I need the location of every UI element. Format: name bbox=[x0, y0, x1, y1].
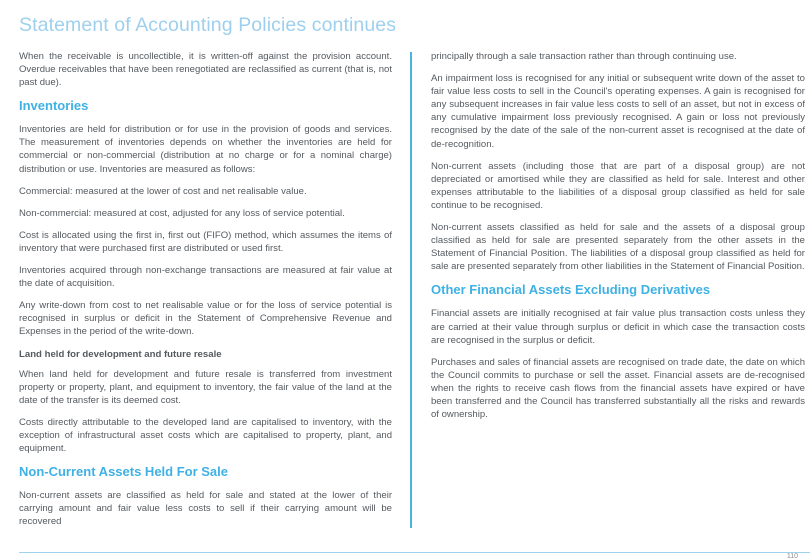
page-title: Statement of Accounting Policies continues bbox=[19, 14, 397, 36]
heading-other-financial-assets: Other Financial Assets Excluding Derivatives bbox=[431, 282, 711, 298]
paragraph-impairment-loss: An impairment loss is recognised for any initial or subsequent write down of the asset to fair value less costs to sell in the Council's operating expenses. A gain is recognised for any subsequent increases in fair value less costs to sell of an asset, but not in excess of any cumulative impairment loss previously recognised. A gain or loss not previously recognised by the date of the sale of the non-current asset is recognised at the date of de-recognition. bbox=[431, 73, 805, 150]
footer-rule bbox=[19, 552, 810, 553]
paragraph-inventories-commercial: Commercial: measured at the lower of cost and net realisable value. bbox=[19, 185, 307, 197]
paragraph-sale-transaction: principally through a sale transaction rather than through continuing use. bbox=[431, 51, 737, 62]
paragraph-inventories-fifo: Cost is allocated using the first in, first out (FIFO) method, which assumes the items of inventory that were purchased first are distributed or used first. bbox=[19, 229, 392, 254]
paragraph-financial-trade-date: Purchases and sales of financial assets are recognised on trade date, the date on which the Council commits to purchase or sell the asset. Financial assets are de-recognised when the rights to receive cash flows from the financial assets have expired or have been transferred and the Council has transferred substantially all the risks and rewards of ownership. bbox=[431, 356, 805, 421]
paragraph-receivable: When the receivable is uncollectible, it is written-off against the provision account. Overdue receivables that have been renegotiated are reclassified as current (that is, not past due). bbox=[19, 51, 392, 89]
right-column bbox=[431, 50, 805, 430]
paragraph-presented-separately: Non-current assets classified as held for sale and the assets of a disposal group classified as held for sale are presented separately from the other assets in the Statement of Financial Position. The liabilities of a disposal group classified as held for sale are presented separately from other liabilities in the Statement of Financial Position. bbox=[431, 222, 805, 273]
heading-inventories: Inventories bbox=[19, 98, 89, 114]
paragraph-land-costs: Costs directly attributable to the developed land are capitalised to inventory, with the exception of infrastructural asset costs which are capitalised to property, plant, and equipment. bbox=[19, 416, 392, 454]
paragraph-inventories-non-commercial: Non-commercial: measured at cost, adjusted for any loss of service potential. bbox=[19, 207, 345, 219]
paragraph-inventories-non-exchange: Inventories acquired through non-exchange transactions are measured at fair value at the date of acquisition. bbox=[19, 265, 392, 290]
page-number: 110 bbox=[786, 553, 798, 560]
paragraph-inventories-write-down: Any write-down from cost to net realisable value or for the loss of service potential is recognised in surplus or deficit in the Statement of Comprehensive Revenue and Expenses in the period of the write-down. bbox=[19, 300, 392, 338]
paragraph-inventories-intro: Inventories are held for distribution or for use in the provision of goods and services. The measurement of inventories depends on whether the inventories are held for commercial or non-commercial (distribution at no charge or for a nominal charge) distribution or use. Inventories are measured as follows: bbox=[19, 124, 392, 175]
heading-non-current-assets: Non-Current Assets Held For Sale bbox=[19, 464, 229, 480]
left-column bbox=[19, 50, 392, 537]
paragraph-non-current-classified: Non-current assets are classified as held for sale and stated at the lower of their carrying amount and fair value less costs to sell if their carrying amount will be recovered bbox=[19, 490, 392, 528]
paragraph-financial-initial: Financial assets are initially recognised at fair value plus transaction costs unless they are carried at their value through surplus or deficit in which case the transaction costs are recognised in the surplus or deficit. bbox=[431, 308, 805, 346]
paragraph-land-transfer: When land held for development and future resale is transferred from investment property or property, plant, and equipment to inventory, the fair value of the land at the date of the transfer is its deemed cost. bbox=[19, 368, 392, 406]
column-divider bbox=[410, 52, 412, 528]
paragraph-not-depreciated: Non-current assets (including those that are part of a disposal group) are not depreciated or amortised while they are classified as held for sale. Interest and other expenses attributable to the liabilities of a disposal group classified as held for sale continue to be recognised. bbox=[431, 160, 805, 211]
heading-land-held: Land held for development and future resale bbox=[19, 348, 222, 360]
